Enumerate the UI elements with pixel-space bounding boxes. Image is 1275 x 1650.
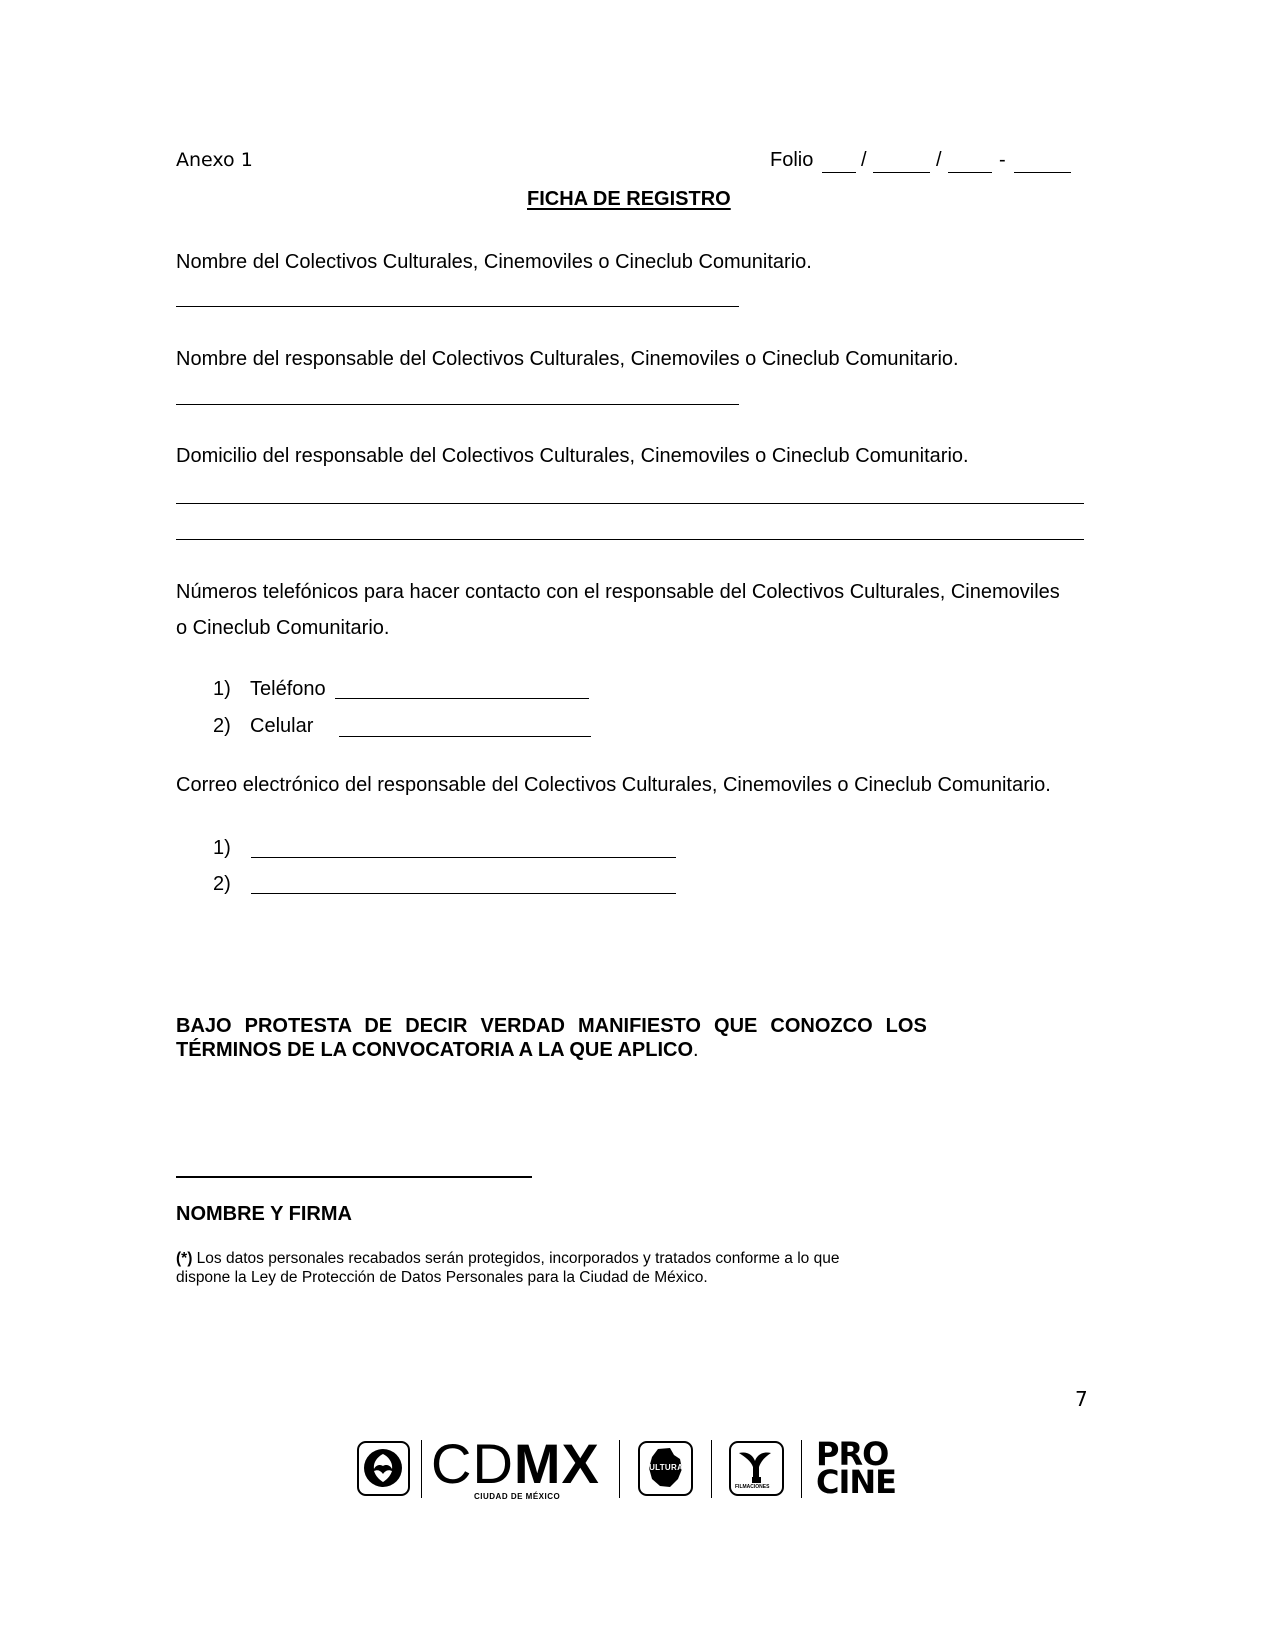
filmaciones-logo xyxy=(729,1441,784,1496)
procine-logo-line-1: PRO xyxy=(816,1435,889,1473)
declaration-line-2-text: TÉRMINOS DE LA CONVOCATORIA A LA QUE APLICO xyxy=(176,1039,694,1061)
folio-blank-2[interactable] xyxy=(873,172,930,173)
email-label: Correo electrónico del responsable del Colectivos Culturales, Cinemoviles o Cineclub Comunitario. xyxy=(176,774,1051,796)
phones-label-line-2: o Cineclub Comunitario. xyxy=(176,617,390,639)
address-line-2[interactable] xyxy=(176,539,1084,540)
page-number: 7 xyxy=(1075,1387,1088,1411)
declaration-line-1: BAJO PROTESTA DE DECIR VERDAD MANIFIESTO QUE CONOZCO LOS xyxy=(176,1015,927,1037)
phone-item-number: 1) xyxy=(213,678,231,700)
cdmx-wordmark-mx: MX xyxy=(513,1432,600,1495)
folio-blank-3[interactable] xyxy=(948,172,992,173)
cdmx-wordmark xyxy=(431,1432,600,1495)
mobile-line[interactable] xyxy=(339,736,591,737)
responsible-name-label: Nombre del responsable del Colectivos Culturales, Cinemoviles o Cineclub Comunitario. xyxy=(176,348,959,370)
cdmx-subtitle: CIUDAD DE MÉXICO xyxy=(474,1492,561,1501)
cultura-text: CULTURA xyxy=(643,1463,684,1472)
cultura-logo xyxy=(638,1441,693,1496)
email-item-number: 2) xyxy=(213,873,231,895)
footnote-line-2: dispone la Ley de Protección de Datos Personales para la Ciudad de México. xyxy=(176,1269,708,1286)
logo-divider xyxy=(619,1440,620,1498)
page-title: FICHA DE REGISTRO xyxy=(527,188,731,210)
signature-label: NOMBRE Y FIRMA xyxy=(176,1203,352,1225)
filmaciones-text: FILMACIONES xyxy=(735,1484,770,1490)
procine-logo-line-2: CINE xyxy=(816,1463,897,1501)
email-line-2[interactable] xyxy=(251,893,676,894)
annex-label: Anexo 1 xyxy=(176,149,253,171)
phones-label-line-1: Números telefónicos para hacer contacto con el responsable del Colectivos Culturales, Cinemoviles xyxy=(176,581,1060,603)
phone-line[interactable] xyxy=(335,698,589,699)
email-item-number: 1) xyxy=(213,837,231,859)
group-name-line[interactable] xyxy=(176,306,739,307)
email-line-1[interactable] xyxy=(251,857,676,858)
logo-divider xyxy=(421,1440,422,1498)
footnote-text-1: Los datos personales recabados serán protegidos, incorporados y tratados conforme a lo que xyxy=(196,1250,840,1267)
address-label: Domicilio del responsable del Colectivos Culturales, Cinemoviles o Cineclub Comunitario. xyxy=(176,445,969,467)
folio-blank-4[interactable] xyxy=(1014,172,1071,173)
address-line-1[interactable] xyxy=(176,503,1084,504)
footnote-line-1 xyxy=(176,1249,839,1268)
signature-line[interactable] xyxy=(176,1176,532,1178)
folio-separator: / xyxy=(936,149,942,171)
mobile-item-number: 2) xyxy=(213,715,231,737)
cdmx-wordmark-cd: CD xyxy=(431,1432,514,1495)
folio-blank-1[interactable] xyxy=(822,172,856,173)
logo-divider xyxy=(711,1440,712,1498)
declaration-period: . xyxy=(693,1039,699,1061)
responsible-name-line[interactable] xyxy=(176,404,739,405)
folio-label: Folio xyxy=(770,149,814,171)
folio-separator: / xyxy=(861,149,867,171)
folio-separator: - xyxy=(999,149,1006,171)
phone-item-label: Teléfono xyxy=(250,678,326,700)
logo-divider xyxy=(801,1440,802,1498)
group-name-label: Nombre del Colectivos Culturales, Cinemoviles o Cineclub Comunitario. xyxy=(176,251,812,273)
declaration-line-2 xyxy=(176,1038,699,1062)
eagle-emblem-icon xyxy=(357,1441,410,1496)
footnote-mark: (*) xyxy=(176,1250,193,1267)
mobile-item-label: Celular xyxy=(250,715,314,737)
